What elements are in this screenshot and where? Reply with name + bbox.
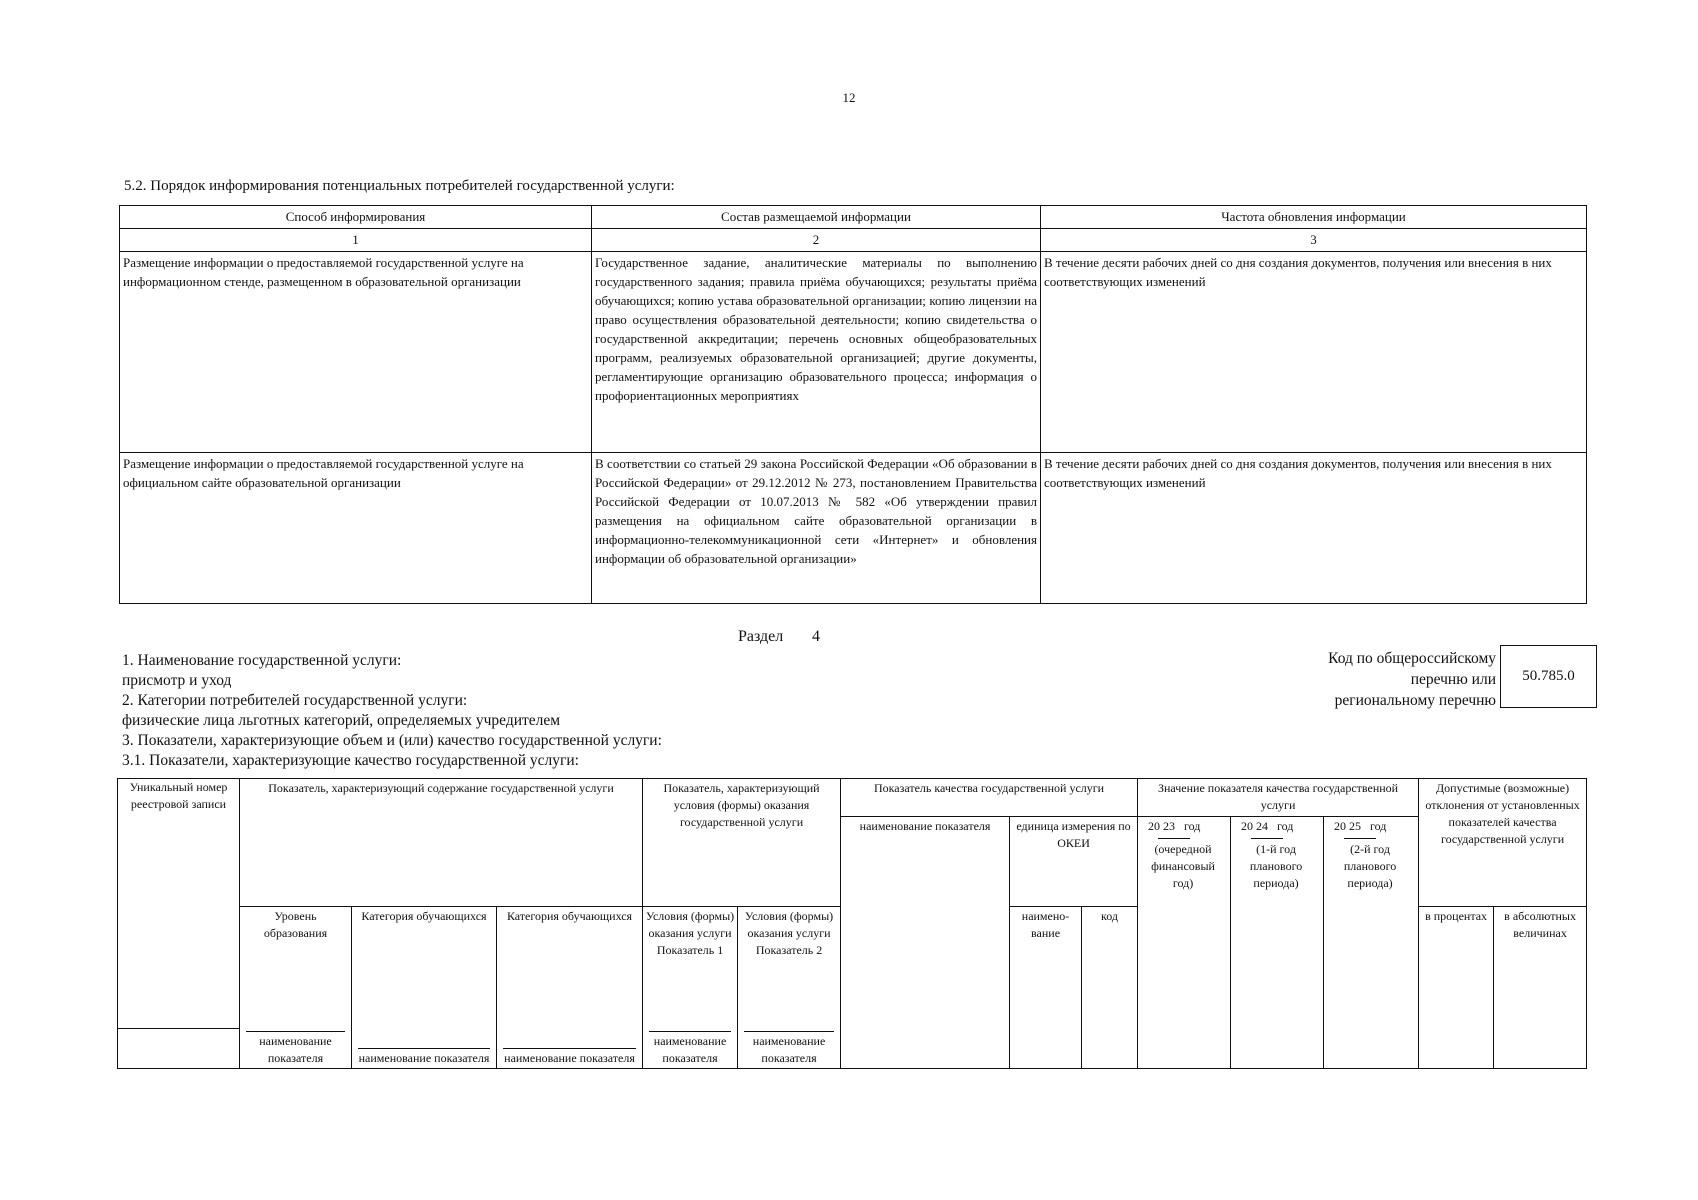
unique-number-header: Уникальный номер реестровой записи: [118, 779, 240, 1029]
row-method: Размещение информации о предоставляемой государственной услуге на информационном стенде, размещенном в образовательной организации: [120, 252, 592, 453]
code-label: региональному перечню: [1334, 692, 1496, 709]
consumer-category-label: 2. Категории потребителей государственной услуги:: [122, 692, 468, 709]
sub-label: наименование показателя: [358, 1048, 490, 1067]
sub-label: наименование показателя: [503, 1048, 636, 1067]
conditions-indicator-header: Показатель, характеризующий условия (формы) оказания государственной услуги: [643, 779, 841, 907]
year-suffix: год: [1277, 819, 1294, 833]
consumer-category-value: физические лица льготных категорий, определяемых учредителем: [122, 712, 561, 729]
information-order-table: [119, 205, 1587, 604]
row-content: В соответствии со статьей 29 закона Российской Федерации «Об образовании в Российской Федерации» от 29.12.2012 № 273, постановлением Правительства Российской Федерации от 10.07.2013 № 582 «Об утверждении правил размещения на официальном сайте образовательной организации в информационно-телекоммуникационной сети «Интернет» и обновления информации об образовательной организации»: [592, 453, 1041, 604]
category-header: Категория обучающихся: [352, 907, 497, 1029]
service-name-value: присмотр и уход: [122, 672, 232, 689]
year-prefix: 20: [1241, 819, 1254, 833]
sub-label-cell: [240, 1029, 352, 1069]
year-prefix: 20: [1148, 819, 1161, 833]
year-value: 25: [1349, 819, 1362, 833]
indicator-name-header: наименование показателя: [841, 817, 1010, 1069]
year-prefix: 20: [1334, 819, 1347, 833]
deviation-percent-header: в процентах: [1419, 907, 1494, 1069]
year-2024-header: [1231, 817, 1324, 1069]
table-number-row: [120, 229, 1587, 252]
quality-indicator-header: Показатель качества государственной услуги: [841, 779, 1138, 817]
column-number: 2: [592, 229, 1041, 252]
sub-label-cell: [352, 1029, 497, 1069]
section-title: Раздел: [738, 628, 784, 645]
service-name-label: 1. Наименование государственной услуги:: [122, 652, 402, 669]
content-indicator-header: Показатель, характеризующий содержание государственной услуги: [240, 779, 643, 907]
row-frequency: В течение десяти рабочих дней со дня создания документов, получения или внесения в них соответствующих изменений: [1041, 252, 1587, 453]
year-suffix: год: [1184, 819, 1201, 833]
code-value-box: 50.785.0: [1500, 645, 1597, 708]
table-header-row: [118, 779, 1587, 817]
row-content: Государственное задание, аналитические материалы по выполнению государственного задания; правила приёма обучающихся; результаты приёма обучающихся; копию устава образовательной организации; копию лицензии на право осуществления образовательной деятельности; копию свидетельства о государственной аккредитации; перечень основных общеобразовательных программ, реализуемых образовательной организацией; другие документы, регламентирующие организацию образовательного процесса; информация о профориентационных мероприятиях: [592, 252, 1041, 453]
header-frequency: Частота обновления информации: [1041, 206, 1587, 229]
unit-name-header: наимено-вание: [1010, 907, 1082, 1069]
level-education-header: Уровень образования: [240, 907, 352, 1029]
code-label: Код по общероссийскому: [1328, 650, 1496, 667]
table-header-row: [120, 206, 1587, 229]
year-suffix: год: [1370, 819, 1387, 833]
header-content: Состав размещаемой информации: [592, 206, 1041, 229]
sub-label-cell: [497, 1029, 643, 1069]
deviations-header: Допустимые (возможные) отклонения от установленных показателей качества государственной услуги: [1419, 779, 1587, 907]
sub-label: наименование показателя: [744, 1031, 834, 1067]
sub-label-cell: [738, 1029, 841, 1069]
year-value: 24: [1256, 819, 1269, 833]
condition-1-header: Условия (формы) оказания услуги Показатель 1: [643, 907, 738, 1029]
year-note: (1-й год планового периода): [1249, 842, 1303, 890]
header-method: Способ информирования: [120, 206, 592, 229]
year-note: (очередной финансовый год): [1151, 842, 1215, 890]
sub-label: наименование показателя: [649, 1031, 731, 1067]
quality-indicators-table: [117, 778, 1587, 1069]
category-header: Категория обучающихся: [497, 907, 643, 1029]
year-value: 23: [1163, 819, 1176, 833]
empty-cell: [118, 1029, 240, 1069]
table-row: [120, 453, 1587, 604]
section-5-2-heading: 5.2. Порядок информирования потенциальных потребителей государственной услуги:: [124, 178, 675, 194]
unit-code-header: код: [1082, 907, 1138, 1069]
deviation-absolute-header: в абсолютных величинах: [1494, 907, 1587, 1069]
row-frequency: В течение десяти рабочих дней со дня создания документов, получения или внесения в них соответствующих изменений: [1041, 453, 1587, 604]
condition-2-header: Условия (формы) оказания услуги Показатель 2: [738, 907, 841, 1029]
section-number: 4: [812, 628, 820, 645]
sub-label-cell: [643, 1029, 738, 1069]
year-2025-header: [1324, 817, 1419, 1069]
indicators-heading: 3. Показатели, характеризующие объем и (или) качество государственной услуги:: [122, 732, 662, 749]
column-number: 3: [1041, 229, 1587, 252]
row-method: Размещение информации о предоставляемой государственной услуге на официальном сайте образовательной организации: [120, 453, 592, 604]
page-number: 12: [842, 90, 856, 105]
quality-indicators-heading: 3.1. Показатели, характеризующие качество государственной услуги:: [122, 752, 579, 769]
okei-unit-header: единица измерения по ОКЕИ: [1010, 817, 1138, 907]
year-2023-header: [1138, 817, 1231, 1069]
sub-label: наименование показателя: [246, 1031, 345, 1067]
year-note: (2-й год планового периода): [1343, 842, 1397, 890]
column-number: 1: [120, 229, 592, 252]
code-label: перечню или: [1410, 671, 1496, 688]
quality-value-header: Значение показателя качества государственной услуги: [1138, 779, 1419, 817]
table-row: [120, 252, 1587, 453]
